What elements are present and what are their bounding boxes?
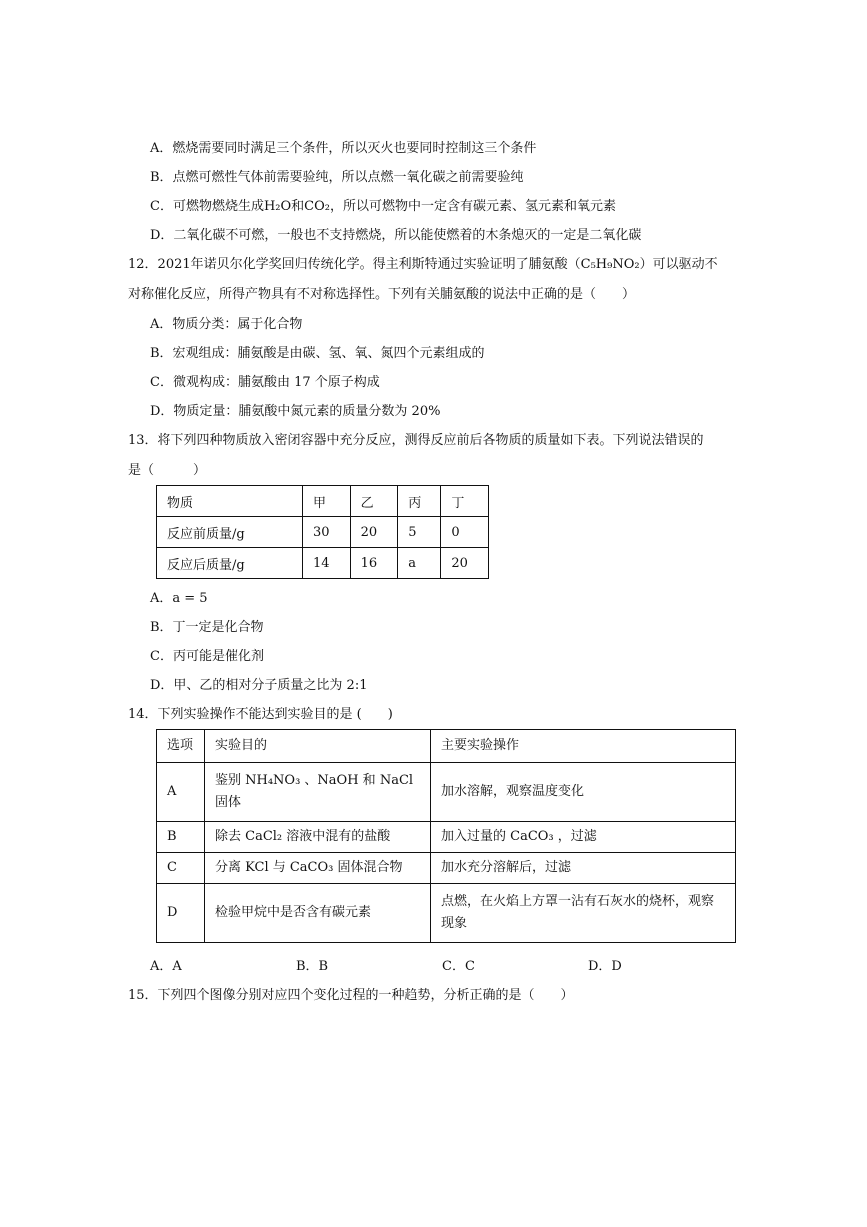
q13-option-a: A．a = 5 bbox=[150, 591, 208, 606]
table-cell: 乙 bbox=[350, 486, 398, 517]
table-row bbox=[157, 548, 489, 579]
table-cell: a bbox=[398, 548, 441, 579]
table-cell: 5 bbox=[398, 517, 441, 548]
table-row bbox=[157, 884, 736, 943]
table-cell: 鉴别 NH₄NO₃ 、NaOH 和 NaCl 固体 bbox=[205, 763, 431, 822]
table-cell: 0 bbox=[441, 517, 489, 548]
table-header-row bbox=[157, 486, 489, 517]
q14-option-a: A．A bbox=[150, 959, 182, 974]
table-cell: 反应后质量/g bbox=[157, 548, 303, 579]
q13-table bbox=[156, 485, 489, 579]
q14-option-d: D．D bbox=[588, 959, 622, 974]
q12-stem-line2: 对称催化反应，所得产物具有不对称选择性。下列有关脯氨酸的说法中正确的是（ ） bbox=[128, 287, 636, 302]
table-cell: 检验甲烷中是否含有碳元素 bbox=[205, 884, 431, 943]
q14-table bbox=[156, 729, 736, 943]
table-cell: 反应前质量/g bbox=[157, 517, 303, 548]
q13-stem-line2: 是（ ） bbox=[128, 463, 207, 478]
table-row bbox=[157, 853, 736, 884]
q13-option-b: B．丁一定是化合物 bbox=[150, 620, 264, 635]
table-cell: 16 bbox=[350, 548, 398, 579]
table-cell: 选项 bbox=[157, 730, 205, 763]
q13-option-c: C．丙可能是催化剂 bbox=[150, 649, 264, 664]
table-cell: 物质 bbox=[157, 486, 303, 517]
table-row bbox=[157, 517, 489, 548]
q14-option-b: B．B bbox=[296, 959, 329, 974]
q14-stem: 14．下列实验操作不能达到实验目的是 ( ) bbox=[128, 707, 393, 722]
table-cell: 主要实验操作 bbox=[431, 730, 736, 763]
table-cell: 14 bbox=[303, 548, 351, 579]
table-cell: D bbox=[157, 884, 205, 943]
q11-option-d: D．二氧化碳不可燃，一般也不支持燃烧，所以能使燃着的木条熄灭的一定是二氧化碳 bbox=[150, 228, 642, 243]
table-header-row bbox=[157, 730, 736, 763]
table-cell: 加水溶解，观察温度变化 bbox=[431, 763, 736, 822]
table-cell: 丁 bbox=[441, 486, 489, 517]
q12-option-d: D．物质定量：脯氨酸中氮元素的质量分数为 20% bbox=[150, 404, 441, 419]
q13-option-d: D．甲、乙的相对分子质量之比为 2:1 bbox=[150, 678, 368, 693]
table-cell: 加水充分溶解后，过滤 bbox=[431, 853, 736, 884]
q12-stem-line1: 12．2021年诺贝尔化学奖回归传统化学。得主利斯特通过实验证明了脯氨酸（C₅H₉NO₂）可以驱动不 bbox=[128, 257, 718, 272]
table-cell: 实验目的 bbox=[205, 730, 431, 763]
table-cell: 20 bbox=[441, 548, 489, 579]
q14-option-c: C．C bbox=[442, 959, 475, 974]
table-cell: 除去 CaCl₂ 溶液中混有的盐酸 bbox=[205, 822, 431, 853]
table-row bbox=[157, 822, 736, 853]
q12-option-c: C．微观构成：脯氨酸由 17 个原子构成 bbox=[150, 375, 380, 390]
q11-option-b: B．点燃可燃性气体前需要验纯，所以点燃一氧化碳之前需要验纯 bbox=[150, 170, 524, 185]
q15-stem: 15．下列四个图像分别对应四个变化过程的一种趋势，分析正确的是（ ） bbox=[128, 988, 574, 1003]
table-cell: C bbox=[157, 853, 205, 884]
table-row bbox=[157, 763, 736, 822]
table-cell: B bbox=[157, 822, 205, 853]
q13-stem-line1: 13．将下列四种物质放入密闭容器中充分反应，测得反应前后各物质的质量如下表。下列说法错误的 bbox=[128, 433, 704, 448]
table-cell: 30 bbox=[303, 517, 351, 548]
q12-option-b: B．宏观组成：脯氨酸是由碳、氢、氧、氮四个元素组成的 bbox=[150, 346, 485, 361]
table-cell: 丙 bbox=[398, 486, 441, 517]
q11-option-a: A．燃烧需要同时满足三个条件，所以灭火也要同时控制这三个条件 bbox=[150, 141, 537, 156]
table-cell: 加入过量的 CaCO₃ ，过滤 bbox=[431, 822, 736, 853]
table-cell: 点燃，在火焰上方罩一沾有石灰水的烧杯，观察现象 bbox=[431, 884, 736, 943]
q12-option-a: A．物质分类：属于化合物 bbox=[150, 317, 303, 332]
table-cell: 分离 KCl 与 CaCO₃ 固体混合物 bbox=[205, 853, 431, 884]
q11-option-c: C．可燃物燃烧生成H₂O和CO₂，所以可燃物中一定含有碳元素、氢元素和氧元素 bbox=[150, 199, 616, 214]
table-cell: 20 bbox=[350, 517, 398, 548]
table-cell: A bbox=[157, 763, 205, 822]
table-cell: 甲 bbox=[303, 486, 351, 517]
